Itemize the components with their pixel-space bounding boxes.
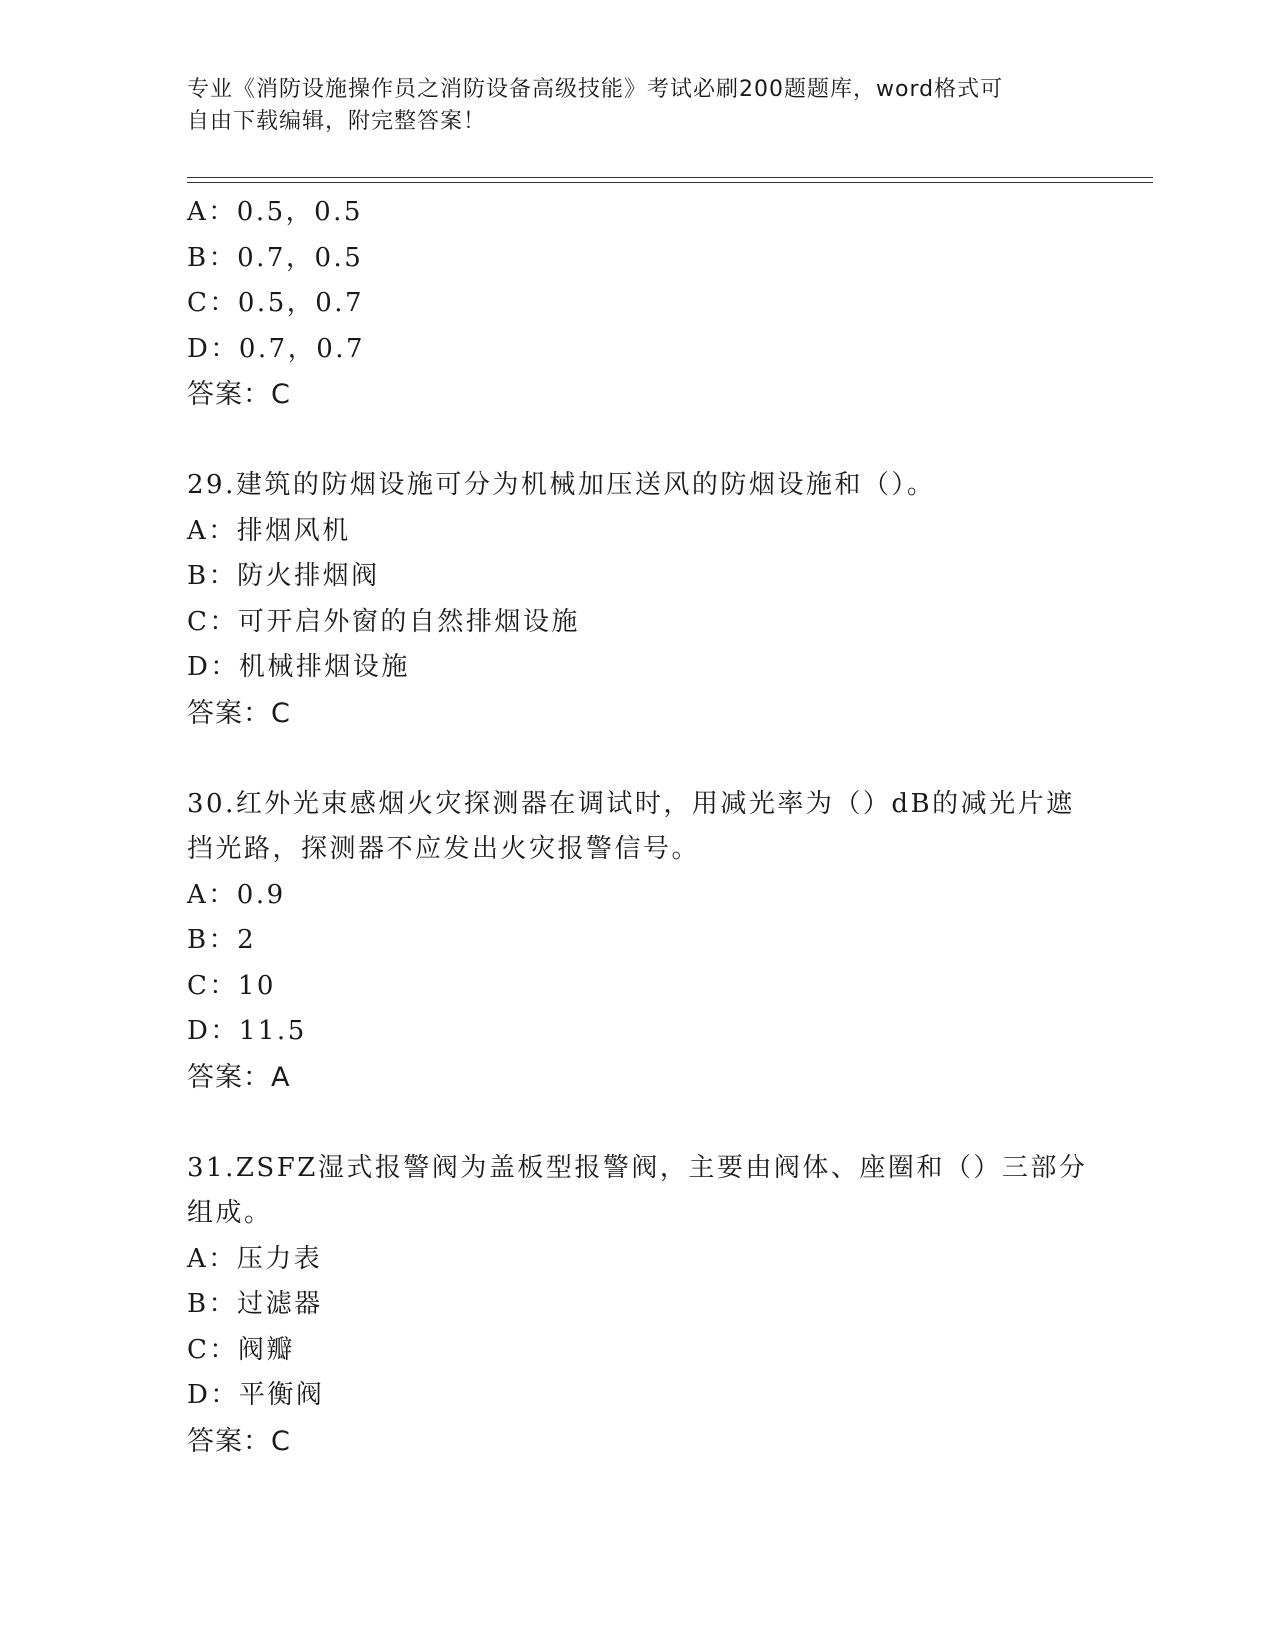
spacer — [187, 736, 1087, 782]
option-b: B：0.7，0.5 — [187, 242, 364, 273]
document-header — [187, 74, 1067, 138]
option-d: D：0.7，0.7 — [187, 333, 366, 364]
option-b: B：防火排烟阀 — [187, 561, 380, 591]
option-a: A：压力表 — [187, 1243, 323, 1274]
option-c: C：0.5，0.7 — [187, 288, 365, 318]
question-stem: 29.建筑的防烟设施可分为机械加压送风的防烟设施和（）。 — [187, 470, 936, 500]
option-c: C：阀瓣 — [187, 1334, 295, 1365]
header-line-2: 自由下载编辑，附完整答案！ — [187, 109, 487, 134]
question-stem: 30.红外光束感烟火灾探测器在调试时，用减光率为（）dB的减光片遮 — [187, 788, 1075, 819]
option-a: A：0.5，0.5 — [187, 197, 363, 227]
option-b: B：过滤器 — [187, 1289, 323, 1319]
question-31 — [187, 1146, 1087, 1465]
header-line-1: 专业《消防设施操作员之消防设备高级技能》考试必刷200题题库，word格式可 — [187, 77, 1004, 102]
option-d: D：机械排烟设施 — [187, 652, 410, 682]
option-a: A：0.9 — [187, 879, 286, 910]
option-c: C：10 — [187, 970, 276, 1001]
header-divider-top — [187, 177, 1153, 178]
question-29 — [187, 463, 1087, 736]
question-stem-continued: 组成。 — [187, 1198, 273, 1228]
header-divider-bottom — [187, 182, 1153, 183]
question-stem: 31.ZSFZ湿式报警阀为盖板型报警阀，主要由阀体、座圈和（）三部分 — [187, 1152, 1088, 1183]
spacer — [187, 418, 1087, 464]
answer: 答案：A — [187, 1061, 291, 1093]
answer: 答案：C — [187, 697, 291, 729]
option-c: C：可开启外窗的自然排烟设施 — [187, 606, 580, 637]
answer: 答案：C — [187, 1425, 291, 1457]
question-stem-continued: 挡光路，探测器不应发出火灾报警信号。 — [187, 834, 701, 864]
answer: 答案：C — [187, 379, 291, 410]
question-list — [187, 190, 1087, 1464]
spacer — [187, 1100, 1087, 1146]
question-30 — [187, 782, 1087, 1101]
option-d: D：11.5 — [187, 1016, 307, 1046]
option-a: A：排烟风机 — [187, 515, 351, 546]
question-28 — [187, 190, 1087, 418]
option-b: B：2 — [187, 925, 257, 955]
option-d: D：平衡阀 — [187, 1380, 325, 1410]
